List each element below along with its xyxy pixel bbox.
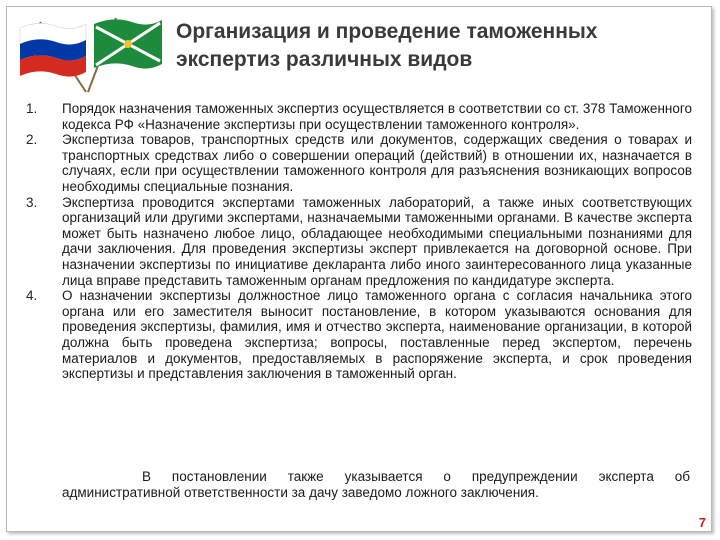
list-item-number: 3. xyxy=(26,194,38,210)
title-line-1: Организация и проведение таможенных xyxy=(176,20,598,43)
list-item-text: Порядок назначения таможенных экспертиз осуществляется в соответствии со ст. 378 Таможенного кодекса РФ «Назначение экспертизы при осуществлении таможенного контроля». xyxy=(62,101,692,132)
flags-logo xyxy=(16,14,166,94)
customs-flag-icon xyxy=(88,18,162,92)
list-item-number: 1. xyxy=(26,101,38,116)
list-item-text: Экспертиза товаров, транспортных средств или документов, содержащих сведения о товарах и транспортных средствах либо о совершении операций (действий) в отношении их, назначается в случаях, если при осуществлении таможенного контроля для разъяснения возникающих вопросов необходимы специальные познания. xyxy=(62,132,692,194)
list-item-number: 2. xyxy=(26,132,38,148)
list-item xyxy=(22,195,692,289)
list-item-text: О назначении экспертизы должностное лицо таможенного органа с согласия начальника этого органа или его заместителя выносит постановление, в котором указываются основания для проведения экспертизы, фамилия, имя и отчество эксперта, наименование организации, в которой должна быть проведена экспертиза; вопросы, поставленные перед экспертом, перечень материалов и документов, предоставляемых в распоряжение эксперта, и срок проведения экспертизы и представления заключения в таможенный орган. xyxy=(62,288,692,382)
list-item xyxy=(22,132,692,194)
list-item-number: 4. xyxy=(26,288,38,304)
extra-paragraph: В постановлении также указывается о предупреждении эксперта об административной ответственности за дачу заведомо ложного заключения. xyxy=(62,469,690,500)
slide-title xyxy=(176,18,696,74)
list-item-text: Экспертиза проводится экспертами таможенных лабораторий, а также иных соответствующих организаций или другими экспертами, назначаемыми таможенными органами. В качестве эксперта может быть назначено любое лицо, обладающее необходимыми специальными познаниями для дачи заключения. Для проведения экспертизы эксперт привлекается на договорной основе. При назначении экспертизы по инициативе декларанта либо иного заинтересованного лица указанные лица вправе представить таможенным органам предложения по кандидатуре эксперта. xyxy=(62,194,692,288)
russia-flag-icon xyxy=(20,22,86,92)
list-item xyxy=(22,288,692,382)
numbered-list xyxy=(22,101,692,382)
page-number: 7 xyxy=(698,515,706,530)
list-item xyxy=(22,101,692,132)
title-line-2: экспертиз различных видов xyxy=(176,48,473,71)
